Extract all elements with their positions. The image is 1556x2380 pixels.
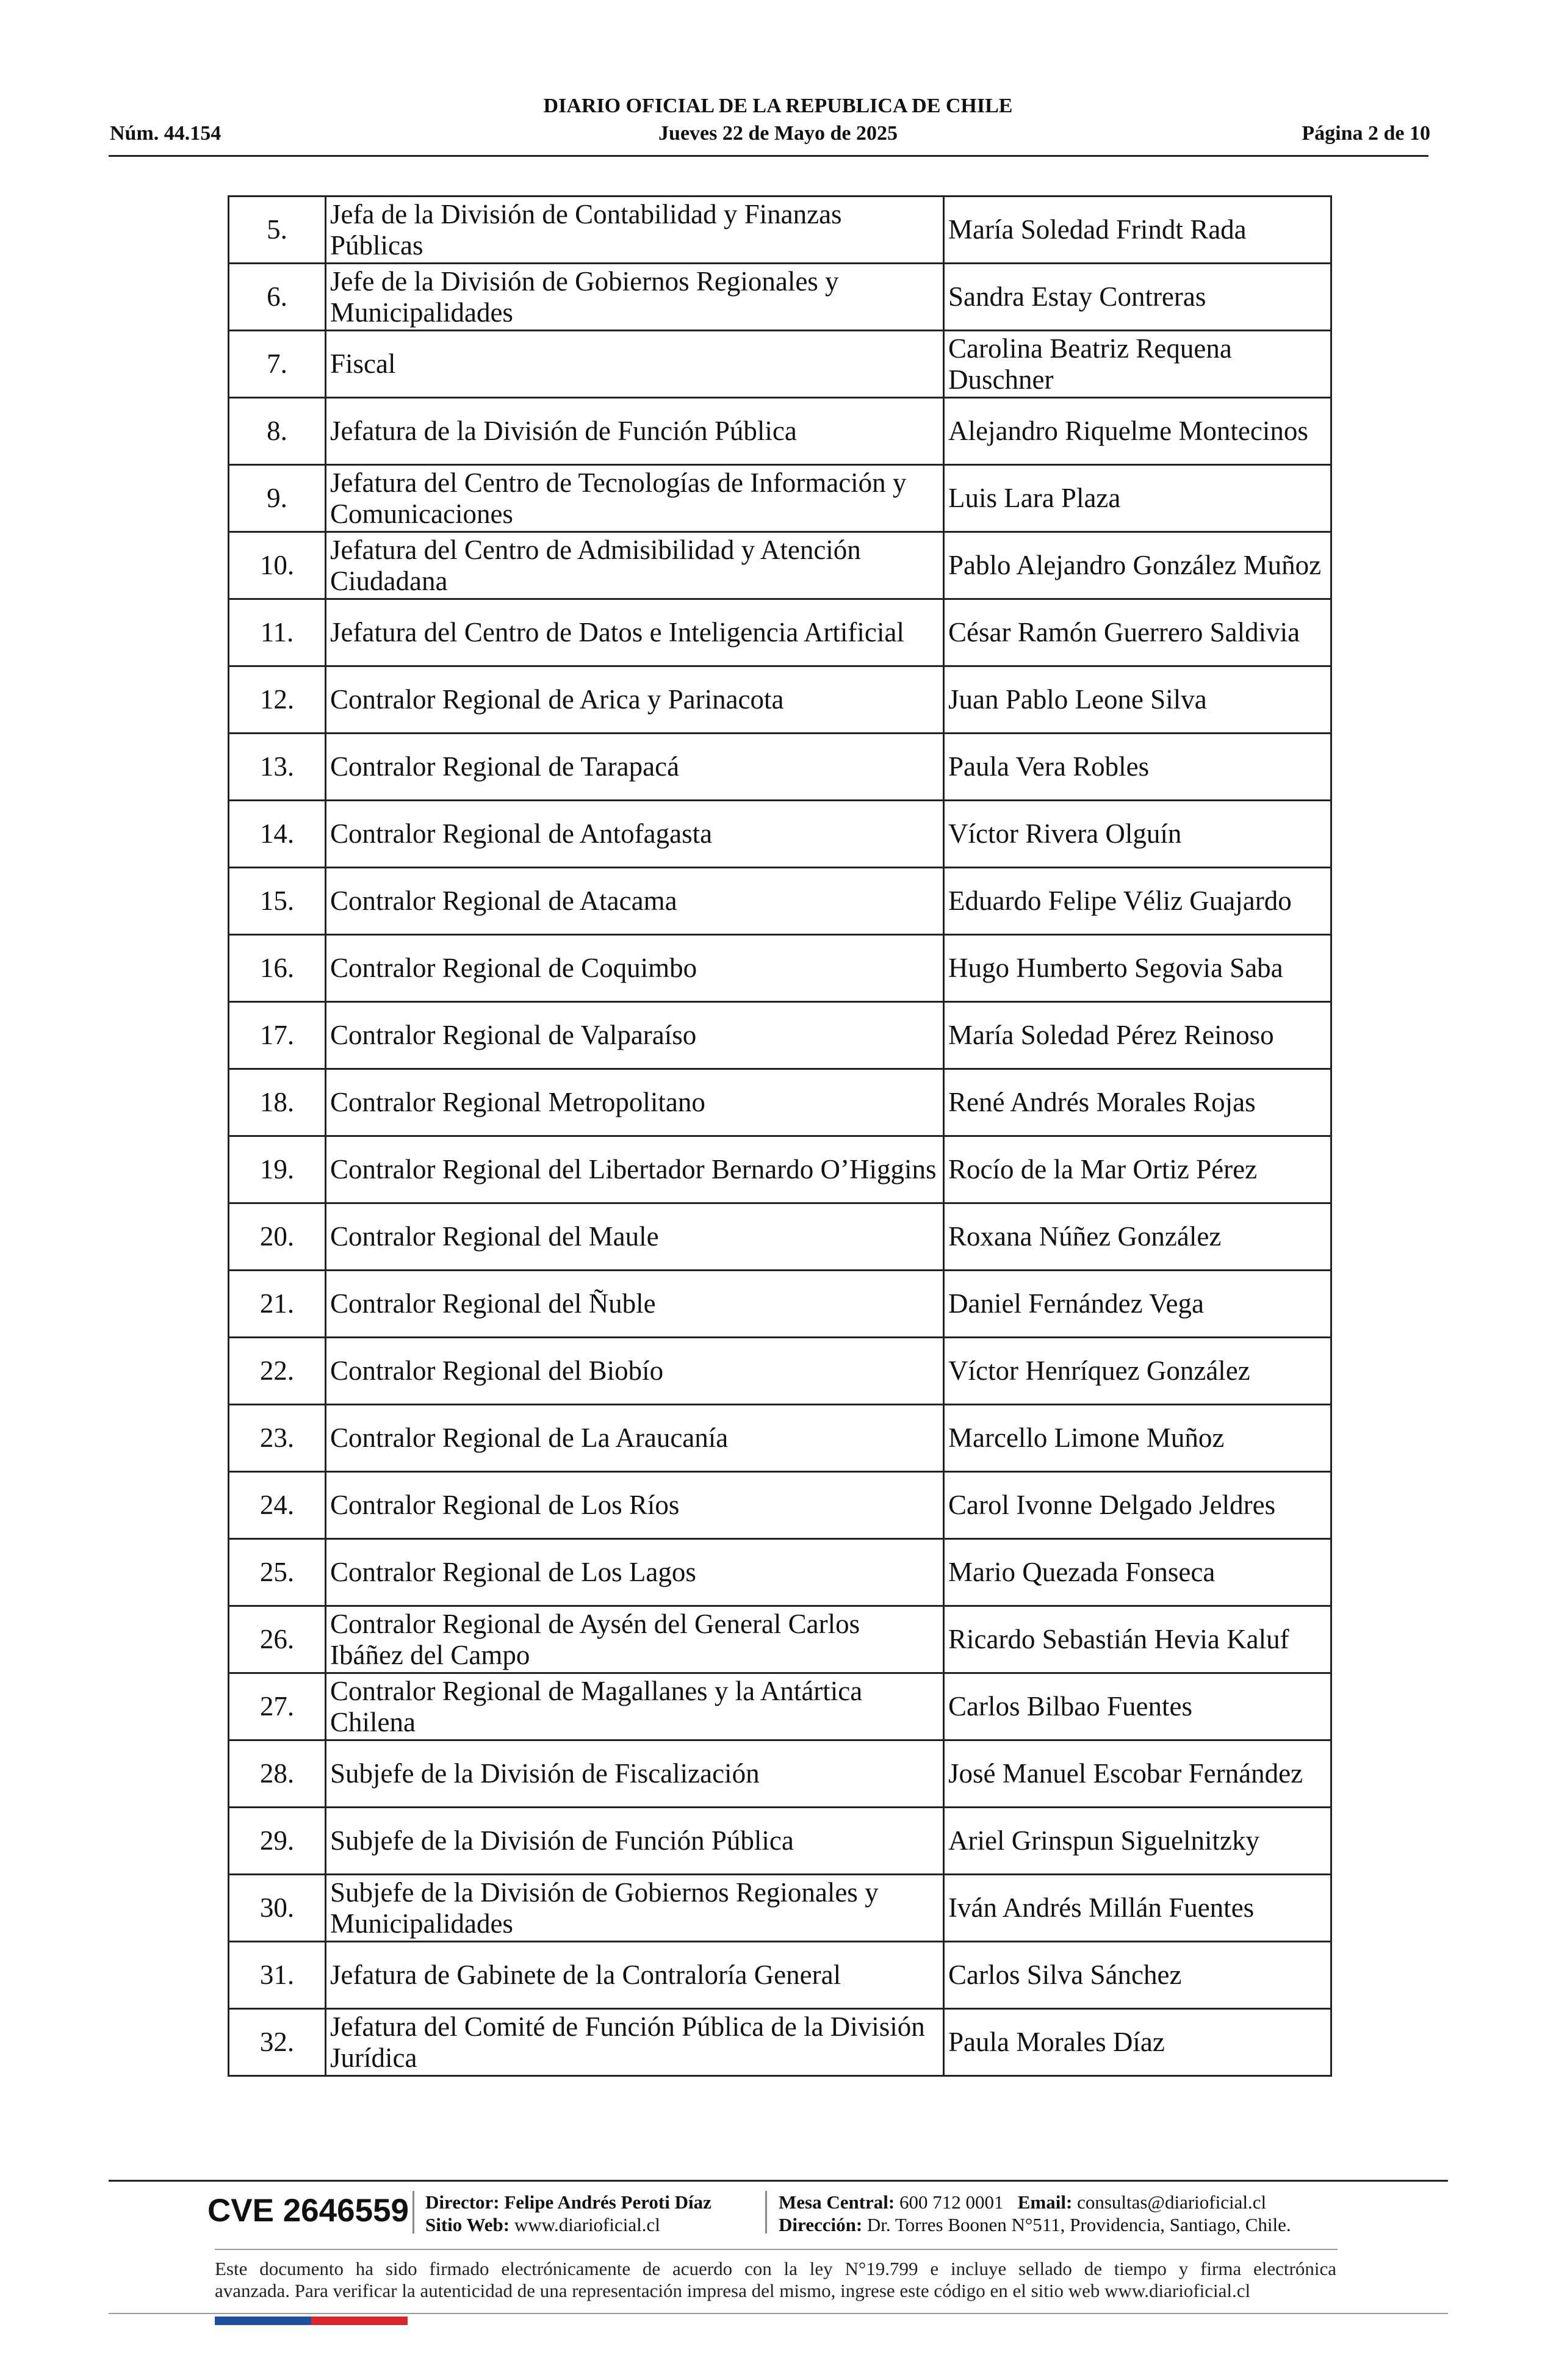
appointee-name: Ricardo Sebastián Hevia Kaluf [944,1606,1331,1673]
table-row [229,935,1331,1002]
footer-thin-divider [215,2249,1338,2250]
appointee-name: Rocío de la Mar Ortiz Pérez [944,1136,1331,1203]
email-label: Email: [1017,2191,1073,2213]
email-link[interactable]: consultas@diarioficial.cl [1077,2191,1267,2213]
appointee-name: Marcello Limone Muñoz [944,1405,1331,1472]
row-number: 6. [229,264,326,331]
website-label: Sitio Web: [425,2214,510,2235]
position-title: Contralor Regional del Ñuble [326,1271,944,1338]
table-row [229,532,1331,599]
table-row [229,734,1331,801]
cve-code: CVE 2646559 [207,2193,409,2229]
appointee-name: Paula Morales Díaz [944,2009,1331,2076]
row-number: 23. [229,1405,326,1472]
flag-bar-blue [215,2317,311,2325]
row-number: 21. [229,1271,326,1338]
table-row [229,1673,1331,1740]
footer-separator [765,2191,767,2234]
footer-contact-block [779,2191,1291,2236]
table-row [229,1539,1331,1606]
website-link[interactable]: www.diarioficial.cl [514,2214,660,2235]
position-title: Contralor Regional del Libertador Bernardo O’Higgins [326,1136,944,1203]
appointee-name: René Andrés Morales Rojas [944,1069,1331,1136]
position-title: Contralor Regional de Valparaíso [326,1002,944,1069]
row-number: 15. [229,868,326,935]
row-number: 19. [229,1136,326,1203]
director-name: Felipe Andrés Peroti Díaz [504,2191,711,2213]
position-title: Contralor Regional del Biobío [326,1338,944,1405]
row-number: 8. [229,398,326,465]
position-title: Subjefe de la División de Gobiernos Regionales y Municipalidades [326,1875,944,1942]
position-title: Jefatura del Centro de Admisibilidad y Atención Ciudadana [326,532,944,599]
disclaimer-line: avanzada. Para verificar la autenticidad de una representación impresa del mismo, ingrese este código en el sitio web www.diarioficial.cl [215,2280,1251,2301]
position-title: Jefatura del Comité de Función Pública de la División Jurídica [326,2009,944,2076]
table-row [229,1875,1331,1942]
position-title: Contralor Regional de Magallanes y la Antártica Chilena [326,1673,944,1740]
phone-label: Mesa Central: [779,2191,895,2213]
position-title: Contralor Regional de Coquimbo [326,935,944,1002]
appointments-table [228,195,1332,2077]
appointee-name: Alejandro Riquelme Montecinos [944,398,1331,465]
table-row [229,2009,1331,2076]
row-number: 13. [229,734,326,801]
appointee-name: María Soledad Frindt Rada [944,197,1331,264]
row-number: 26. [229,1606,326,1673]
table-row [229,1002,1331,1069]
table-row [229,197,1331,264]
address-label: Dirección: [779,2214,863,2235]
appointee-name: Ariel Grinspun Siguelnitzky [944,1808,1331,1875]
appointee-name: María Soledad Pérez Reinoso [944,1002,1331,1069]
appointee-name: Carol Ivonne Delgado Jeldres [944,1472,1331,1539]
table-row [229,1069,1331,1136]
position-title: Jefatura del Centro de Tecnologías de Información y Comunicaciones [326,465,944,532]
position-title: Jefatura de la División de Función Pública [326,398,944,465]
appointee-name: Juan Pablo Leone Silva [944,666,1331,734]
position-title: Jefatura de Gabinete de la Contraloría General [326,1942,944,2009]
position-title: Contralor Regional de Los Lagos [326,1539,944,1606]
row-number: 22. [229,1338,326,1405]
position-title: Contralor Regional de Arica y Parinacota [326,666,944,734]
header-divider [109,155,1428,157]
row-number: 14. [229,801,326,868]
row-number: 20. [229,1203,326,1271]
position-title: Fiscal [326,331,944,398]
table-row [229,1405,1331,1472]
page-number: Página 2 de 10 [1302,122,1430,145]
position-title: Contralor Regional de Tarapacá [326,734,944,801]
disclaimer-line: Este documento ha sido firmado electrónicamente de acuerdo con la ley N°19.799 e incluye sellado de tiempo y firma electrónica [215,2258,1336,2279]
row-number: 16. [229,935,326,1002]
row-number: 28. [229,1740,326,1808]
row-number: 29. [229,1808,326,1875]
appointee-name: Carlos Bilbao Fuentes [944,1673,1331,1740]
table-row [229,331,1331,398]
position-title: Contralor Regional de Atacama [326,868,944,935]
table-row [229,1808,1331,1875]
table-row [229,801,1331,868]
table-row [229,868,1331,935]
position-title: Contralor Regional del Maule [326,1203,944,1271]
publication-date: Jueves 22 de Mayo de 2025 [658,122,898,145]
appointee-name: Hugo Humberto Segovia Saba [944,935,1331,1002]
table-row [229,1472,1331,1539]
row-number: 30. [229,1875,326,1942]
table-row [229,1606,1331,1673]
appointee-name: Paula Vera Robles [944,734,1331,801]
table-row [229,1203,1331,1271]
position-title: Contralor Regional de La Araucanía [326,1405,944,1472]
appointee-name: César Ramón Guerrero Saldivia [944,599,1331,666]
table-row [229,1271,1331,1338]
appointee-name: Roxana Núñez González [944,1203,1331,1271]
table-row [229,1136,1331,1203]
row-number: 11. [229,599,326,666]
row-number: 27. [229,1673,326,1740]
appointee-name: Iván Andrés Millán Fuentes [944,1875,1331,1942]
appointee-name: Víctor Henríquez González [944,1338,1331,1405]
appointee-name: Pablo Alejandro González Muñoz [944,532,1331,599]
position-title: Subjefe de la División de Función Pública [326,1808,944,1875]
row-number: 5. [229,197,326,264]
row-number: 25. [229,1539,326,1606]
position-title: Jefa de la División de Contabilidad y Finanzas Públicas [326,197,944,264]
appointee-name: Sandra Estay Contreras [944,264,1331,331]
position-title: Jefe de la División de Gobiernos Regionales y Municipalidades [326,264,944,331]
position-title: Contralor Regional Metropolitano [326,1069,944,1136]
row-number: 18. [229,1069,326,1136]
director-label: Director: [425,2191,500,2213]
row-number: 32. [229,2009,326,2076]
appointee-name: Víctor Rivera Olguín [944,801,1331,868]
table-row [229,666,1331,734]
table-row [229,1740,1331,1808]
row-number: 24. [229,1472,326,1539]
position-title: Contralor Regional de Los Ríos [326,1472,944,1539]
footer-director-block [425,2191,711,2236]
flag-bar-red [311,2317,408,2325]
table-row [229,1338,1331,1405]
row-number: 10. [229,532,326,599]
position-title: Contralor Regional de Antofagasta [326,801,944,868]
row-number: 12. [229,666,326,734]
publication-title: DIARIO OFICIAL DE LA REPUBLICA DE CHILE [543,95,1013,117]
phone-number: 600 712 0001 [899,2191,1004,2213]
table-row [229,599,1331,666]
table-row [229,465,1331,532]
row-number: 31. [229,1942,326,2009]
appointee-name: Daniel Fernández Vega [944,1271,1331,1338]
row-number: 7. [229,331,326,398]
footer-bottom-divider [109,2313,1448,2314]
table-row [229,398,1331,465]
position-title: Subjefe de la División de Fiscalización [326,1740,944,1808]
footer-separator [412,2191,414,2234]
position-title: Contralor Regional de Aysén del General Carlos Ibáñez del Campo [326,1606,944,1673]
row-number: 17. [229,1002,326,1069]
row-number: 9. [229,465,326,532]
appointee-name: Eduardo Felipe Véliz Guajardo [944,868,1331,935]
appointee-name: José Manuel Escobar Fernández [944,1740,1331,1808]
appointee-name: Luis Lara Plaza [944,465,1331,532]
appointee-name: Carolina Beatriz Requena Duschner [944,331,1331,398]
issue-number: Núm. 44.154 [110,122,222,145]
position-title: Jefatura del Centro de Datos e Inteligencia Artificial [326,599,944,666]
address-text: Dr. Torres Boonen N°511, Providencia, Santiago, Chile. [866,2214,1291,2235]
footer-divider [109,2180,1448,2182]
appointee-name: Mario Quezada Fonseca [944,1539,1331,1606]
table-row [229,264,1331,331]
appointee-name: Carlos Silva Sánchez [944,1942,1331,2009]
table-row [229,1942,1331,2009]
signature-disclaimer [215,2258,1336,2302]
